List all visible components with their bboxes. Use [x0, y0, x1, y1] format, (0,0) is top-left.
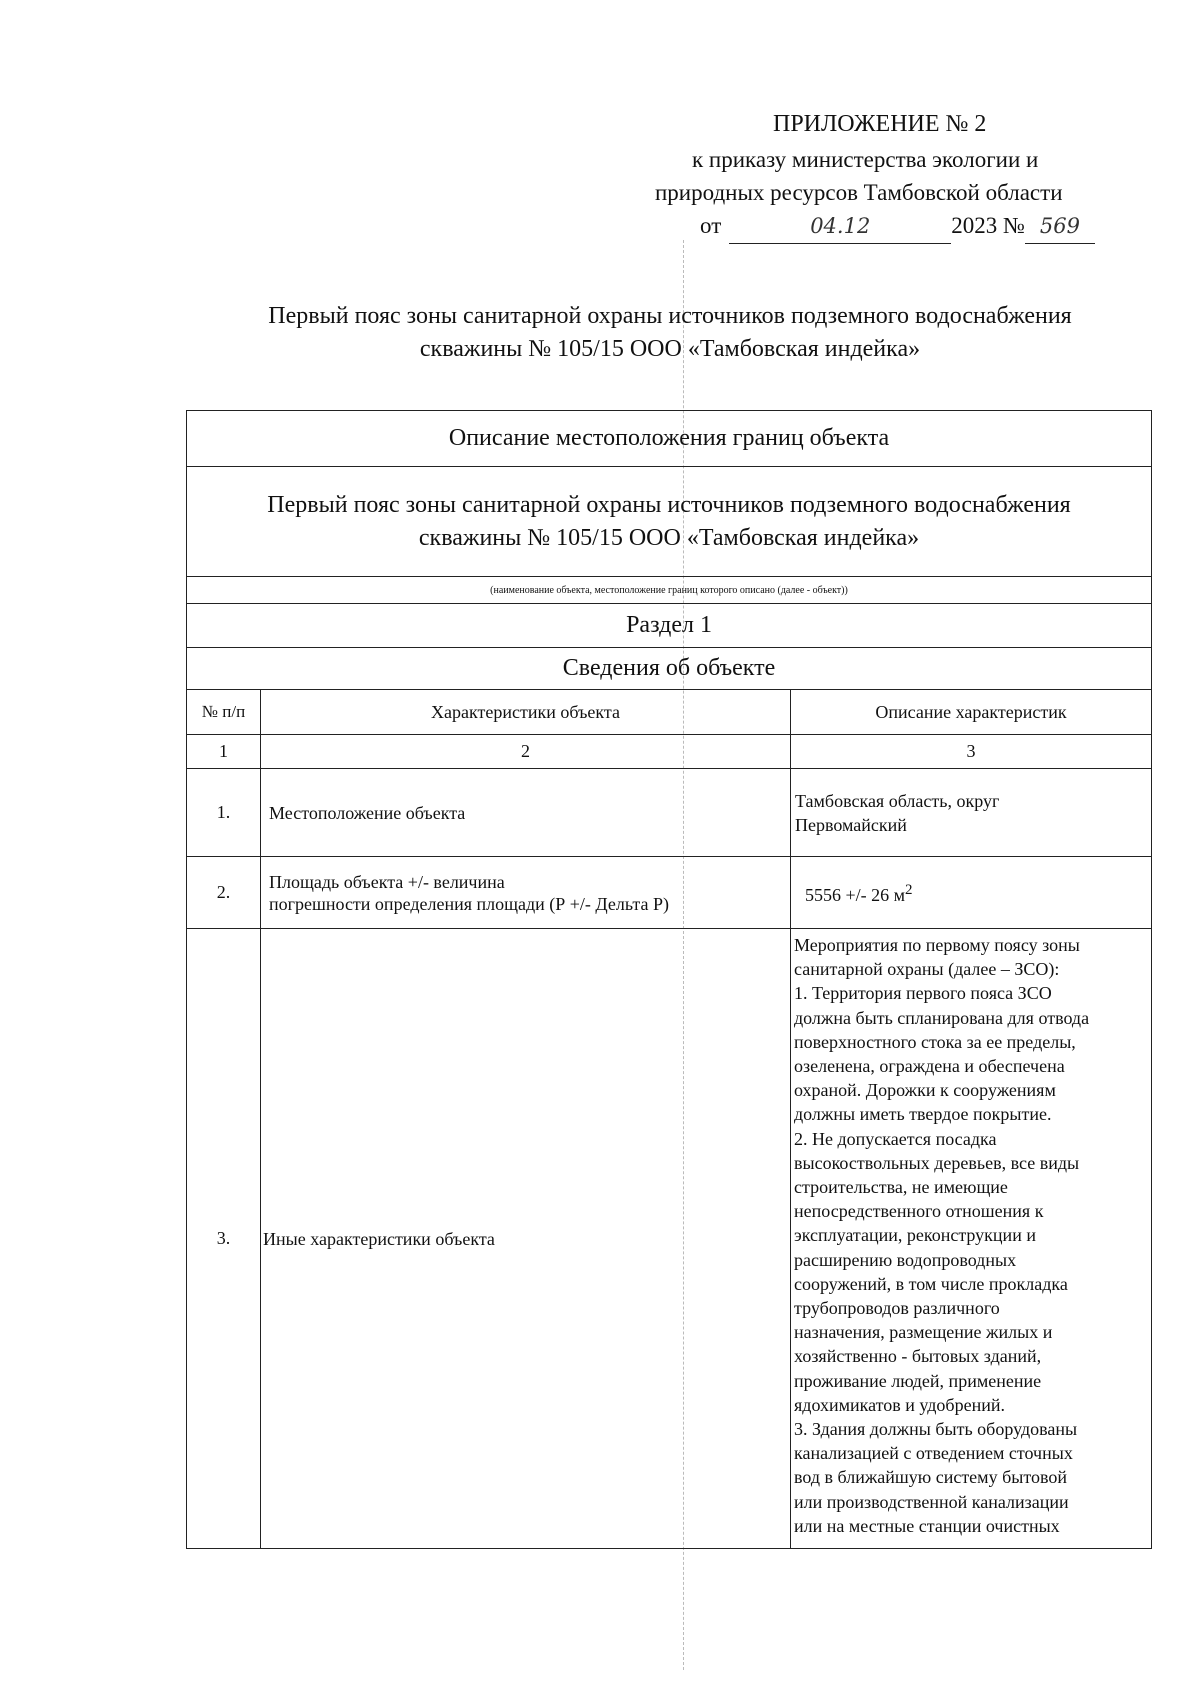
title-line-1: Первый пояс зоны санитарной охраны источников подземного водоснабжения	[268, 303, 1072, 329]
description-line: Тамбовская область, округ	[795, 790, 1000, 811]
object-name-line-1: Первый пояс зоны санитарной охраны источников подземного водоснабжения	[267, 491, 1071, 518]
document-title	[190, 300, 1150, 366]
appendix-title: ПРИЛОЖЕНИЕ № 2	[773, 111, 987, 137]
column-header-num: № п/п	[187, 690, 261, 735]
description-line: сооружений, в том числе прокладка	[794, 1273, 1068, 1294]
row-number: 2.	[187, 857, 261, 929]
description-line: должны иметь твердое покрытие.	[794, 1104, 1052, 1125]
table-row	[187, 769, 1152, 857]
object-name-caption: (наименование объекта, местоположение границ которого описано (далее - объект))	[187, 577, 1152, 604]
number-field	[1025, 209, 1095, 244]
description-line: должна быть спланирована для отвода	[794, 1007, 1090, 1028]
description-line: вод в ближайшую систему бытовой	[794, 1467, 1067, 1488]
description-line: трубопроводов различного	[794, 1298, 1000, 1319]
section-title: Сведения об объекте	[187, 648, 1152, 690]
table-header: Описание местоположения границ объекта	[187, 411, 1152, 467]
object-name-line-2: скважины № 105/15 ООО «Тамбовская индейка»	[418, 524, 920, 551]
characteristic-line: погрешности определения площади (Р +/- Дельта Р)	[269, 893, 669, 914]
from-label: от	[700, 213, 722, 238]
description-line: озеленена, ограждена и обеспечена	[794, 1056, 1065, 1077]
table-row	[187, 857, 1152, 929]
description-line: проживание людей, применение	[794, 1370, 1042, 1391]
description-line: охраной. Дорожки к сооружениям	[794, 1080, 1056, 1101]
row-description	[791, 769, 1152, 857]
row-description	[791, 929, 1152, 1549]
description-line: Первомайский	[795, 814, 907, 835]
date-field	[729, 209, 951, 244]
column-header-characteristic: Характеристики объекта	[261, 690, 791, 735]
description-line: назначения, размещение жилых и	[794, 1322, 1053, 1343]
date-handwritten: 04.12	[810, 214, 871, 238]
area-unit-exponent: 2	[905, 882, 913, 898]
column-number-1: 1	[187, 735, 261, 769]
description-line: Мероприятия по первому поясу зоны	[794, 935, 1080, 955]
appendix-date-line	[700, 209, 1095, 244]
description-line: строительства, не имеющие	[794, 1177, 1008, 1198]
description-line: расширению водопроводных	[794, 1249, 1017, 1270]
column-header-description: Описание характеристик	[791, 690, 1152, 735]
description-line: непосредственного отношения к	[794, 1201, 1044, 1222]
column-number-2: 2	[261, 735, 791, 769]
description-line: ядохимикатов и удобрений.	[794, 1394, 1005, 1415]
description-line: санитарной охраны (далее – ЗСО):	[794, 959, 1060, 980]
description-line: или на местные станции очистных	[794, 1515, 1060, 1536]
table-row	[187, 929, 1152, 1549]
section-label: Раздел 1	[187, 604, 1152, 648]
description-line: 1. Территория первого пояса ЗСО	[794, 983, 1052, 1004]
description-line: хозяйственно - бытовых зданий,	[794, 1346, 1042, 1367]
description-line: высокоствольных деревьев, все виды	[794, 1152, 1080, 1173]
area-value: 5556 +/- 26 м	[805, 885, 906, 905]
object-name	[187, 467, 1152, 577]
appendix-line-3: природных ресурсов Тамбовской области	[655, 180, 1063, 205]
column-number-3: 3	[791, 735, 1152, 769]
description-line: 2. Не допускается посадка	[794, 1128, 997, 1149]
description-line: эксплуатации, реконструкции и	[794, 1225, 1036, 1246]
description-line: канализацией с отведением сточных	[794, 1443, 1073, 1464]
row-characteristic: Иные характеристики объекта	[261, 929, 791, 1549]
characteristic-line: Площадь объекта +/- величина	[269, 871, 505, 892]
number-handwritten: 569	[1039, 214, 1080, 238]
year-label: 2023 №	[951, 213, 1025, 238]
row-number: 3.	[187, 929, 261, 1549]
appendix-line-2: к приказу министерства экологии и	[692, 147, 1039, 172]
row-characteristic: Местоположение объекта	[261, 769, 791, 857]
row-description	[791, 857, 1152, 929]
description-line: поверхностного стока за ее пределы,	[794, 1031, 1076, 1052]
description-line: 3. Здания должны быть оборудованы	[794, 1419, 1078, 1440]
object-table	[186, 410, 1152, 1549]
row-characteristic	[261, 857, 791, 929]
row-number: 1.	[187, 769, 261, 857]
title-line-2: скважины № 105/15 ООО «Тамбовская индейка»	[419, 336, 921, 362]
description-line: или производственной канализации	[794, 1491, 1069, 1512]
